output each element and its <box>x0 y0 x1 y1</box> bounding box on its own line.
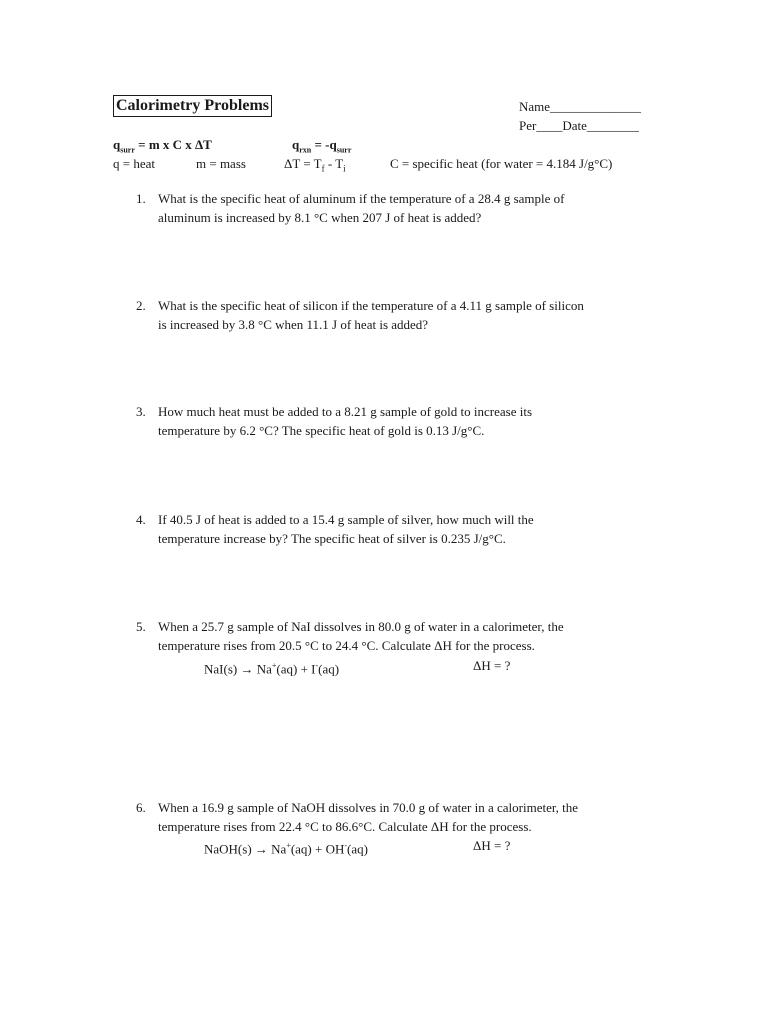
legend-mass: m = mass <box>196 156 246 171</box>
question-number: 6. <box>136 800 146 815</box>
question-text: If 40.5 J of heat is added to a 15.4 g sample of silver, how much will the <box>158 512 534 527</box>
question-text: When a 25.7 g sample of NaI dissolves in 80.0 g of water in a calorimeter, the <box>158 619 564 634</box>
enthalpy-prompt-5: ΔH = ? <box>473 658 511 673</box>
question-1 <box>136 189 564 227</box>
question-text: What is the specific heat of silicon if the temperature of a 4.11 g sample of silicon <box>158 298 584 313</box>
legend-specific-heat: C = specific heat (for water = 4.184 J/g°C) <box>390 156 613 171</box>
question-number: 5. <box>136 619 146 634</box>
question-text: How much heat must be added to a 8.21 g sample of gold to increase its <box>158 404 533 419</box>
question-text: aluminum is increased by 8.1 °C when 207 J of heat is added? <box>158 210 482 225</box>
reaction-equation-5: NaI(s) → Na+(aq) + I-(aq) <box>204 661 340 677</box>
enthalpy-prompt-6: ΔH = ? <box>473 838 511 853</box>
question-5 <box>136 617 564 655</box>
period-date-field: Per____Date________ <box>519 118 639 133</box>
worksheet-title: Calorimetry Problems <box>113 95 272 117</box>
question-text: temperature by 6.2 °C? The specific heat of gold is 0.13 J/g°C. <box>158 423 485 438</box>
question-text: When a 16.9 g sample of NaOH dissolves in 70.0 g of water in a calorimeter, the <box>158 800 579 815</box>
question-text: is increased by 3.8 °C when 11.1 J of heat is added? <box>158 317 429 332</box>
question-number: 1. <box>136 191 146 206</box>
question-text: temperature increase by? The specific heat of silver is 0.235 J/g°C. <box>158 531 506 546</box>
question-number: 2. <box>136 298 146 313</box>
legend-heat: q = heat <box>113 156 155 171</box>
name-field: Name______________ <box>519 99 642 114</box>
heat-equation: $q_{surr} = m$ x C x ΔT <box>113 137 212 155</box>
question-text: temperature rises from 20.5 °C to 24.4 °C. Calculate ΔH for the process. <box>158 638 535 653</box>
question-text: temperature rises from 22.4 °C to 86.6°C. Calculate ΔH for the process. <box>158 819 532 834</box>
reaction-equation-6: NaOH(s) → Na+(aq) + OH-(aq) <box>204 841 368 857</box>
question-6 <box>136 798 578 836</box>
legend-delta-t: $\Delta T = T_f - T_i$ <box>284 156 346 174</box>
reaction-heat-equation: $q_{rxn} = -q_{surr}$ <box>292 137 352 155</box>
question-4 <box>136 510 534 548</box>
question-3 <box>136 402 532 440</box>
question-text: What is the specific heat of aluminum if the temperature of a 28.4 g sample of <box>158 191 565 206</box>
question-number: 3. <box>136 404 146 419</box>
question-2 <box>136 296 584 334</box>
question-number: 4. <box>136 512 146 527</box>
